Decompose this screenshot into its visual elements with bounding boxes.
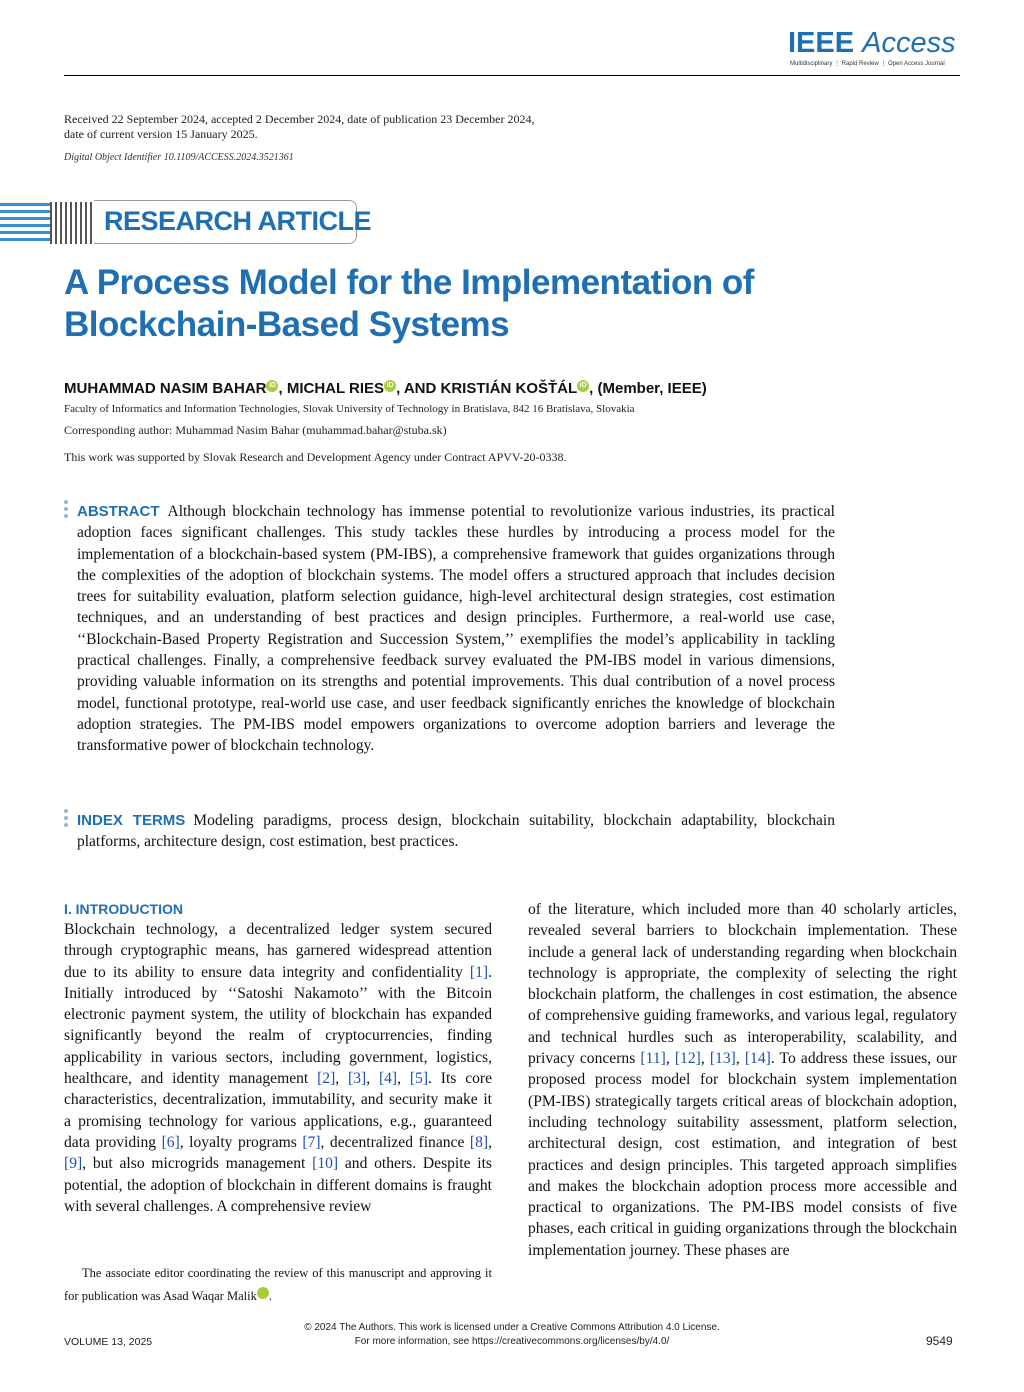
index-terms-label: INDEX TERMS bbox=[77, 812, 186, 829]
citation-link[interactable]: [10] bbox=[312, 1155, 339, 1173]
author-3: , AND KRISTIÁN KOŠŤÁL bbox=[396, 380, 578, 397]
citation-link[interactable]: [13] bbox=[709, 1050, 736, 1068]
funding-note: This work was supported by Slovak Research and Development Agency under Contract APVV-20-0338. bbox=[64, 450, 567, 464]
citation-link[interactable]: [4] bbox=[378, 1070, 398, 1088]
author-2: , MICHAL RIES bbox=[278, 380, 385, 397]
intro-left-column: Blockchain technology, a decentralized ledger system secured through cryptographic means, has garnered widespread attention due to its ability to ensure data integrity and confidentiality [1]. Initially introduced by ‘‘Satoshi Nakamoto’’ with the Bitcoin electronic payment system, the utility of blockchain has expanded significantly beyond the realm of cryptocurrencies, finding applicability in various sectors, including government, logistics, healthcare, and identity management [2], [3], [4], [5]. Its core characteristics, decentralization, immutability, and security make it a promising technology for various applications, e.g., guaranteed data providing [6], loyalty programs [7], decentralized finance [8], [9], but also microgrids management [10] and others. Despite its potential, the adoption of blockchain in different domains is fraught with several challenges. A comprehensive review bbox=[64, 921, 493, 1215]
license-line-1: © 2024 The Authors. This work is licensed under a Creative Commons Attribution 4.0 License. bbox=[304, 1322, 720, 1333]
abstract-dots-decoration bbox=[64, 500, 68, 521]
citation-link[interactable]: [11] bbox=[640, 1050, 666, 1068]
logo-tagline: Multidisciplinary ⋮ Rapid Review ⋮ Open Access Journal bbox=[790, 61, 945, 67]
header-divider bbox=[64, 75, 960, 76]
intro-text: , decentralized finance bbox=[320, 1133, 470, 1151]
citation-link[interactable]: [3] bbox=[348, 1070, 367, 1088]
index-terms bbox=[77, 810, 835, 853]
research-article-banner bbox=[0, 200, 372, 246]
intro-text: . Its core characteristics, decentralization, immutability, and security make it a promising technology for various applications, e.g., guaranteed data providing bbox=[64, 1070, 493, 1151]
publication-dates bbox=[64, 112, 684, 142]
citation-link[interactable]: [2] bbox=[317, 1070, 336, 1088]
intro-text: Blockchain technology, a decentralized ledger system secured through cryptographic means, has garnered widespread attention due to its ability to ensure data integrity and confidentiality bbox=[64, 921, 492, 981]
received-line: Received 22 September 2024, accepted 2 December 2024, date of publication 23 December 2024, bbox=[64, 112, 535, 126]
citation-link[interactable]: [7] bbox=[302, 1133, 321, 1151]
index-terms-text: Modeling paradigms, process design, blockchain suitability, blockchain adaptability, blockchain platforms, architecture design, cost estimation, best practices. bbox=[77, 812, 835, 851]
abstract-label: ABSTRACT bbox=[77, 503, 160, 520]
orcid-icon[interactable]: iD bbox=[257, 1287, 269, 1299]
intro-text: and others. Despite its potential, the adoption of blockchain in different domains is fraught with several challenges. A comprehensive review bbox=[64, 1155, 493, 1215]
logo-access: Access bbox=[862, 27, 956, 59]
footnote-text: The associate editor coordinating the review of this manuscript and approving it for publication was Asad Waqar Malik bbox=[64, 1266, 492, 1303]
intro-text: . To address these issues, our proposed process model for blockchain system implementation (PM-IBS) strategically targets critical areas of blockchain adoption, including technology suitability assessment, platform selection, architectural design, cost estimation, and integration of best practices and design principles. This targeted approach simplifies and makes the blockchain adoption process more accessible and practical to organizations. The PM-IBS model consists of five phases, each critical in guiding organizations through the blockchain implementation journey. These phases are bbox=[528, 1050, 957, 1259]
orcid-icon[interactable]: iD bbox=[266, 380, 278, 392]
author-1: MUHAMMAD NASIM BAHAR bbox=[64, 380, 267, 397]
intro-text: , but also microgrids management bbox=[82, 1155, 313, 1173]
citation-link[interactable]: [5] bbox=[409, 1070, 429, 1088]
license-line-2[interactable]: For more information, see https://creativecommons.org/licenses/by/4.0/ bbox=[354, 1336, 670, 1347]
corresponding-author: Corresponding author: Muhammad Nasim Bahar (muhammad.bahar@stuba.sk) bbox=[64, 423, 447, 437]
orcid-icon[interactable]: iD bbox=[384, 380, 396, 392]
citation-link[interactable]: [9] bbox=[64, 1155, 83, 1173]
volume-label: VOLUME 13, 2025 bbox=[64, 1336, 153, 1348]
abstract bbox=[77, 501, 835, 757]
author-list bbox=[64, 380, 707, 397]
doi: Digital Object Identifier 10.1109/ACCESS.2024.3521361 bbox=[64, 152, 294, 163]
index-terms-dots-decoration bbox=[64, 809, 68, 830]
article-type-label: RESEARCH ARTICLE bbox=[104, 206, 372, 236]
citation-link[interactable]: [8] bbox=[469, 1133, 489, 1151]
intro-text: . Initially introduced by ‘‘Satoshi Nakamoto’’ with the Bitcoin electronic payment system, the utility of blockchain has expanded significantly beyond the realm of cryptocurrencies, finding applicability in various sectors, including government, logistics, healthcare, and identity management bbox=[64, 963, 492, 1088]
affiliation: Faculty of Informatics and Information Technologies, Slovak University of Technology in Bratislava, 842 16 Bratislava, Slovakia bbox=[64, 403, 635, 415]
citation-link[interactable]: [14] bbox=[744, 1050, 771, 1068]
editor-footnote: The associate editor coordinating the review of this manuscript and approving it for publication was Asad Waqar Malik iD. bbox=[64, 1266, 492, 1303]
citation-link[interactable]: [6] bbox=[161, 1133, 180, 1151]
logo-ieee: IEEE bbox=[788, 27, 855, 59]
page-number: 9549 bbox=[926, 1334, 953, 1348]
intro-text: of the literature, which included more than 40 scholarly articles, revealed several barriers to blockchain implementation. These include a general lack of understanding regarding when blockchain technology is appropriate, the complexity of selecting the right blockchain platform, the challenges in cost estimation, the absence of comprehensive guiding frameworks, and various legal, regulatory and technical hurdles such as interoperability, scalability, and privacy concerns bbox=[528, 901, 957, 1068]
citation-link[interactable]: [1] bbox=[469, 963, 489, 981]
title-line-2: Blockchain-Based Systems bbox=[64, 305, 510, 344]
intro-text: , loyalty programs bbox=[179, 1133, 303, 1151]
barcode-decoration bbox=[50, 202, 92, 244]
intro-right-column: of the literature, which included more than 40 scholarly articles, revealed several barriers to blockchain implementation. These include a general lack of understanding regarding when blockchain technology is appropriate, the complexity of selecting the right blockchain platform, the challenges in cost estimation, the absence of comprehensive guiding frameworks, and various legal, regulatory and technical hurdles such as interoperability, scalability, and privacy concerns [11], [12], [13], [14]. To address these issues, our proposed process model for blockchain system implementation (PM-IBS) strategically targets critical areas of blockchain adoption, including technology suitability assessment, platform selection, architectural design, cost estimation, and integration of best practices and design principles. This targeted approach simplifies and makes the blockchain adoption process more accessible and practical to organizations. The PM-IBS model consists of five phases, each critical in guiding organizations through the blockchain implementation journey. These phases are bbox=[528, 901, 957, 1259]
citation-link[interactable]: [12] bbox=[674, 1050, 701, 1068]
journal-logo bbox=[788, 27, 958, 67]
title-line-1: A Process Model for the Implementation of bbox=[64, 263, 754, 302]
author-membership: , (Member, IEEE) bbox=[589, 380, 707, 397]
paper-title bbox=[64, 262, 964, 346]
license-notice bbox=[200, 1321, 824, 1349]
current-version-line: date of current version 15 January 2025. bbox=[64, 127, 258, 141]
orcid-icon[interactable]: iD bbox=[577, 380, 589, 392]
abstract-text: Although blockchain technology has immense potential to revolutionize various industries, its practical adoption faces significant challenges. This study tackles these hurdles by introducing a process model for the implementation of a blockchain-based system (PM-IBS), a comprehensive framework that guides organizations through the complexities of the adoption of blockchain systems. The model offers a structured approach that includes decision trees for suitability evaluation, platform selection guidance, high-level architectural design strategies, cost estimation techniques, and an understanding of best practices and design principles. Furthermore, a real-world use case, ‘‘Blockchain-Based Property Registration and Succession System,’’ exemplifies the model’s applicability in tackling practical challenges. Finally, a comprehensive feedback survey evaluated the PM-IBS model in various dimensions, providing valuable information on its strengths and potential improvements. This dual contribution of a novel process model, functional prototype, real-world use case, and user feedback significantly enriches the knowledge of blockchain adoption strategies. The PM-IBS model empowers organizations to overcome adoption barriers and leverage the transformative power of blockchain technology. bbox=[77, 503, 835, 755]
section-heading-introduction: I. INTRODUCTION bbox=[64, 901, 183, 917]
